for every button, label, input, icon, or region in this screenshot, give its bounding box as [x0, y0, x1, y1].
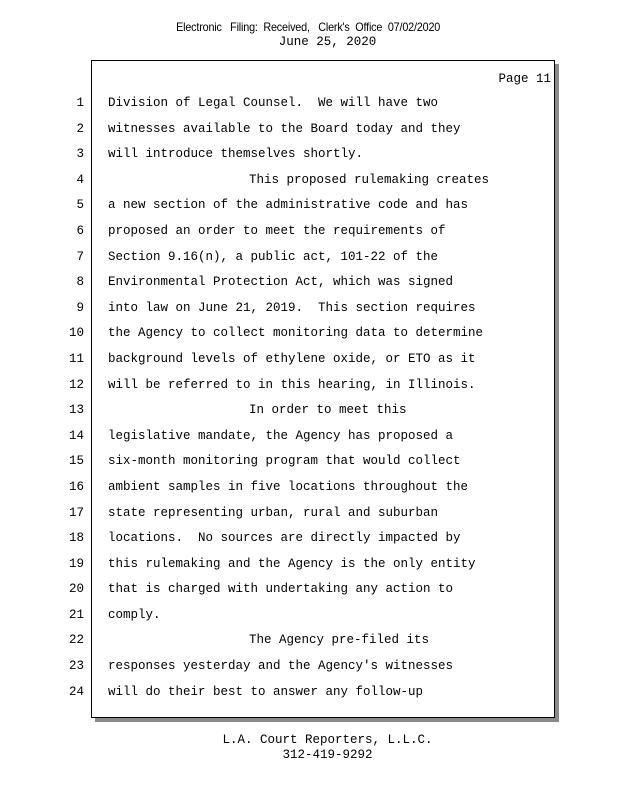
line-text: This proposed rulemaking creates: [249, 172, 490, 187]
line-text: responses yesterday and the Agency's witnesses: [108, 659, 454, 674]
transcript-line: [0, 452, 618, 478]
line-number: 20: [68, 582, 84, 597]
line-text: will be referred to in this hearing, in Illinois.: [108, 377, 476, 392]
line-number: 7: [76, 249, 84, 264]
line-text: six-month monitoring program that would collect: [108, 454, 461, 469]
transcript-line: [0, 120, 618, 146]
transcript-line: [0, 580, 618, 606]
transcript-line: [0, 222, 618, 248]
transcript-line: [0, 248, 618, 274]
line-number: 8: [76, 275, 84, 290]
transcript-line: [0, 504, 618, 530]
transcript-line: [0, 683, 618, 709]
line-text: background levels of ethylene oxide, or ETO as it: [108, 351, 476, 366]
reporter-company: L.A. Court Reporters, L.L.C.: [222, 733, 433, 747]
line-text: Section 9.16(n), a public act, 101-22 of the: [108, 249, 439, 264]
line-text: state representing urban, rural and suburban: [108, 505, 439, 520]
line-number: 17: [68, 505, 84, 520]
line-text: this rulemaking and the Agency is the only entity: [108, 556, 476, 571]
hearing-date: June 25, 2020: [278, 35, 377, 49]
line-number: 24: [68, 684, 84, 699]
transcript-line: [0, 350, 618, 376]
line-number: 18: [68, 531, 84, 546]
line-text: witnesses available to the Board today and they: [108, 121, 461, 136]
line-text: that is charged with undertaking any action to: [108, 582, 454, 597]
transcript-line: [0, 171, 618, 197]
transcript-line: [0, 427, 618, 453]
transcript-line: [0, 555, 618, 581]
line-text: ambient samples in five locations throughout the: [108, 479, 469, 494]
line-text: Environmental Protection Act, which was signed: [108, 275, 454, 290]
line-number: 21: [68, 607, 84, 622]
reporter-phone: 312-419-9292: [282, 748, 373, 762]
line-number: 22: [68, 633, 84, 648]
line-number: 15: [68, 454, 84, 469]
line-number: 13: [68, 403, 84, 418]
line-text: legislative mandate, the Agency has proposed a: [108, 428, 454, 443]
line-text: will do their best to answer any follow-up: [108, 684, 424, 699]
line-number: 11: [68, 351, 84, 366]
transcript-line: [0, 478, 618, 504]
line-text: proposed an order to meet the requirements of: [108, 223, 446, 238]
transcript-line: [0, 657, 618, 683]
line-text: comply.: [108, 607, 161, 622]
transcript-lines: [0, 94, 618, 708]
transcript-line: [0, 529, 618, 555]
transcript-line: [0, 273, 618, 299]
line-number: 1: [76, 96, 84, 110]
transcript-line: [0, 196, 618, 222]
page-number: Page 11: [498, 72, 551, 86]
transcript-line: [0, 376, 618, 402]
line-text: a new section of the administrative code and has: [108, 198, 469, 213]
line-number: 3: [76, 147, 84, 162]
line-number: 14: [68, 428, 84, 443]
line-text: the Agency to collect monitoring data to determine: [108, 326, 484, 341]
line-number: 5: [76, 198, 84, 213]
line-text: Division of Legal Counsel. We will have two: [108, 96, 439, 110]
transcript-line: [0, 401, 618, 427]
filing-stamp: Electronic Filing: Received, Clerk's Office 07/02/2020: [176, 20, 441, 34]
transcript-line: [0, 324, 618, 350]
transcript-line: [0, 606, 618, 632]
line-number: 12: [68, 377, 84, 392]
line-number: 2: [76, 121, 84, 136]
transcript-line: [0, 94, 618, 120]
transcript-line: [0, 631, 618, 657]
reporter-footer: [0, 733, 618, 763]
line-number: 6: [76, 223, 84, 238]
line-text: The Agency pre-filed its: [249, 633, 430, 648]
line-number: 16: [68, 479, 84, 494]
line-number: 19: [68, 556, 84, 571]
line-number: 10: [68, 326, 84, 341]
line-number: 9: [76, 300, 84, 315]
transcript-line: [0, 145, 618, 171]
line-text: will introduce themselves shortly.: [108, 147, 364, 162]
line-number: 23: [68, 659, 84, 674]
line-text: In order to meet this: [249, 403, 407, 418]
line-text: locations. No sources are directly impacted by: [108, 531, 461, 546]
line-number: 4: [76, 172, 84, 187]
line-text: into law on June 21, 2019. This section requires: [108, 300, 476, 315]
transcript-line: [0, 299, 618, 325]
